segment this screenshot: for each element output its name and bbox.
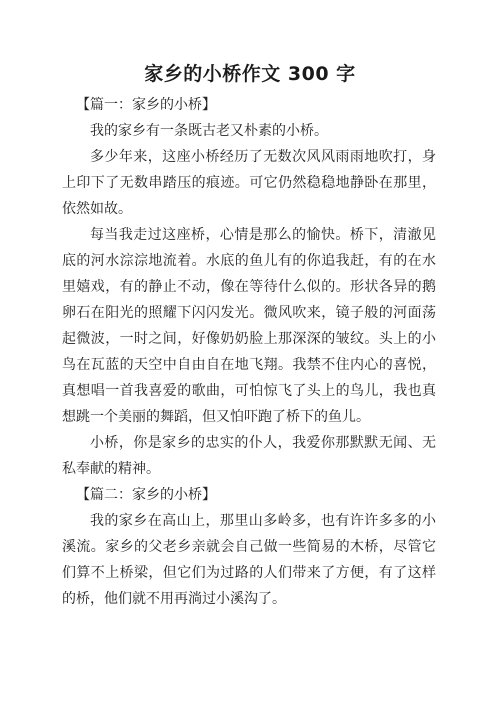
document-body	[62, 92, 436, 612]
paragraph: 多少年来，这座小桥经历了无数次风风雨雨地吹打，身上印下了无数串踏压的痕迹。可它仍然稳稳地静卧在那里，依然如故。	[62, 149, 436, 217]
paragraph: 我的家乡在高山上，那里山多岭多，也有许许多多的小溪流。家乡的父老乡亲就会自己做一些简易的木桥，尽管它们算不上桥梁，但它们为过路的人们带来了方便，有了这样的桥，他们就不用再淌过小溪沟了。	[62, 513, 436, 607]
paragraph: 我的家乡有一条既古老又朴素的小桥。	[90, 123, 328, 139]
section-heading-2: 【篇二：家乡的小桥】	[76, 487, 216, 503]
paragraph: 小桥，你是家乡的忠实的仆人，我爱你那默默无闻、无私奉献的精神。	[62, 435, 436, 477]
document-title: 家乡的小桥作文 300 字	[144, 63, 356, 85]
paragraph: 每当我走过这座桥，心情是那么的愉快。桥下，清澈见底的河水淙淙地流着。水底的鱼儿有的你追我赶，有的在水里嬉戏，有的静止不动，像在等待什么似的。形状各异的鹅卵石在阳光的照耀下闪闪发光。微风吹来，镜子般的河面荡起微波，一时之间，好像奶奶脸上那深深的皱纹。头上的小鸟在瓦蓝的天空中自由自在地飞翔。我禁不住内心的喜悦，真想唱一首我喜爱的歌曲，可怕惊飞了头上的鸟儿，我也真想跳一个美丽的舞蹈，但又怕吓跑了桥下的鱼儿。	[62, 227, 436, 425]
section-heading-1: 【篇一：家乡的小桥】	[76, 97, 216, 113]
